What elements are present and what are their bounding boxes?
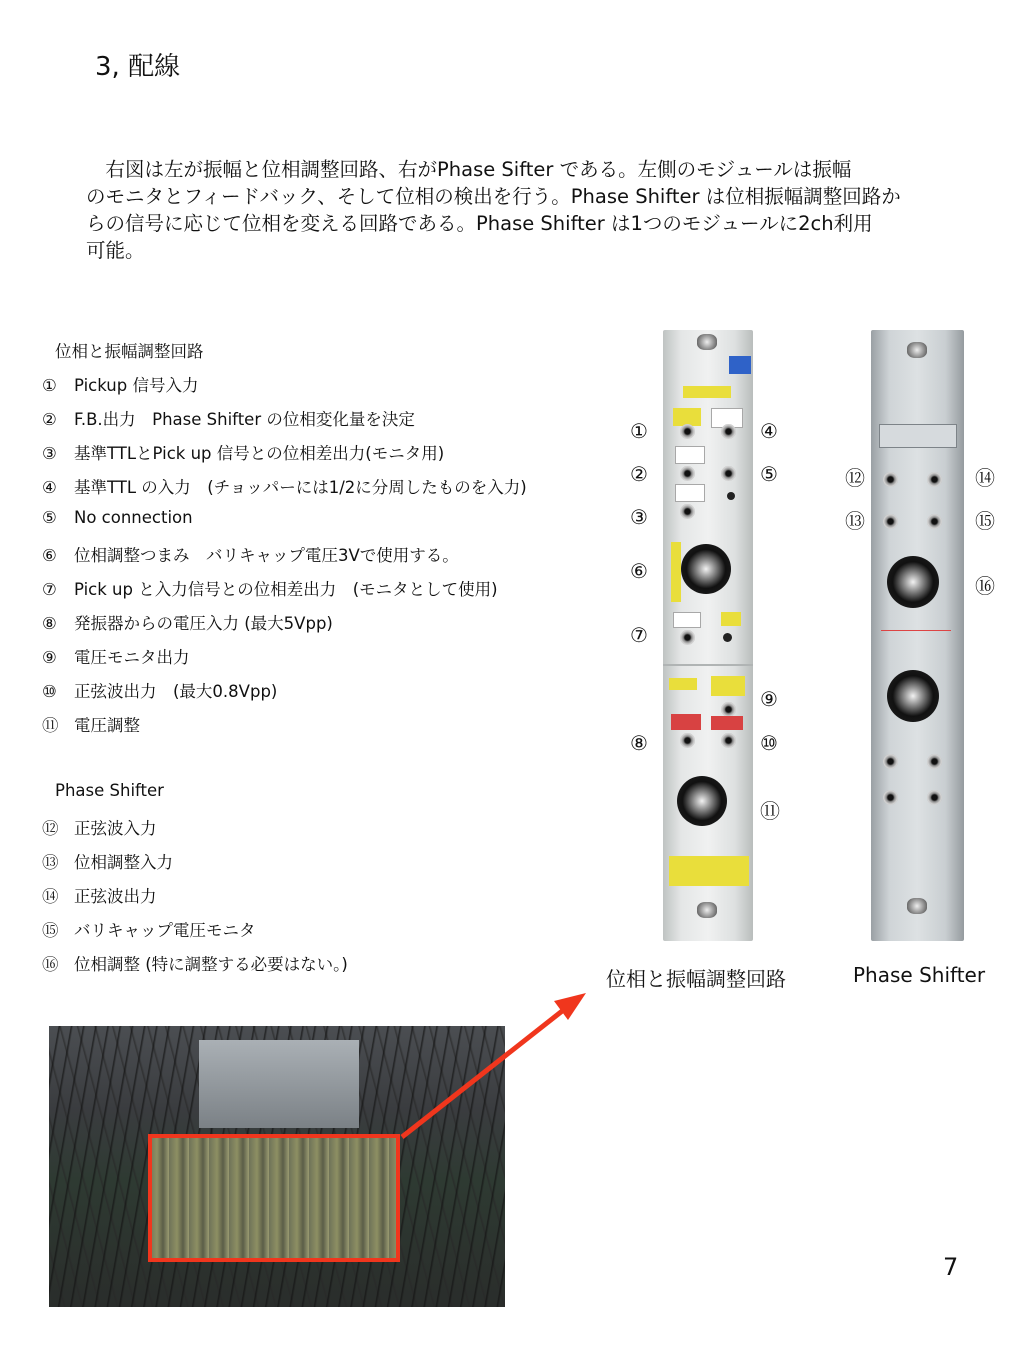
- callout-14: ⑭: [975, 466, 995, 490]
- item-number: ⑩: [42, 682, 57, 701]
- callout-6: ⑥: [630, 559, 648, 583]
- item-text: Pick up と入力信号との位相差出力 (モニタとして使用): [74, 580, 498, 599]
- item-number: ⑪: [42, 716, 59, 735]
- callout-7: ⑦: [630, 623, 648, 647]
- caption-right: Phase Shifter: [853, 963, 986, 987]
- intro-line: らの信号に応じて位相を変える回路である。Phase Shifter は1つのモジュールに2ch利用: [86, 212, 873, 235]
- item-number: ⑨: [42, 648, 57, 667]
- item-number: ⑮: [42, 921, 59, 940]
- slide-title: 3, 配線: [95, 52, 181, 82]
- item-text: 正弦波出力 (最大0.8Vpp): [74, 682, 278, 701]
- item-text: 発振器からの電圧入力 (最大5Vpp): [74, 614, 333, 633]
- item-number: ⑥: [42, 546, 57, 565]
- intro-line: 右図は左が振幅と位相調整回路、右がPhase Sifter である。左側のモジュールは振幅: [86, 158, 852, 181]
- item-text: 電圧モニタ出力: [74, 648, 190, 667]
- item-number: ⑤: [42, 508, 57, 527]
- item-text: 電圧調整: [74, 716, 140, 735]
- item-number: ⑦: [42, 580, 57, 599]
- callout-9: ⑨: [760, 687, 778, 711]
- section1-heading: 位相と振幅調整回路: [55, 342, 204, 361]
- intro-line: 可能。: [86, 239, 145, 262]
- item-number: ④: [42, 478, 57, 497]
- item-number: ②: [42, 410, 57, 429]
- callout-2: ②: [630, 462, 648, 486]
- section2-heading: Phase Shifter: [55, 781, 164, 800]
- callout-15: ⑮: [975, 509, 995, 533]
- item-number: ⑭: [42, 887, 59, 906]
- item-number: ⑯: [42, 955, 59, 974]
- item-text: 基準TTL の入力 (チョッパーには1/2に分周したものを入力): [74, 478, 527, 497]
- item-text: 位相調整入力: [74, 853, 173, 872]
- arrow-shaft: [402, 1008, 566, 1137]
- item-number: ⑬: [42, 853, 59, 872]
- callout-11: ⑪: [760, 799, 780, 823]
- intro-line: のモニタとフィードバック、そして位相の検出を行う。Phase Shifter は位相振幅調整回路か: [86, 185, 901, 208]
- callout-5: ⑤: [760, 462, 778, 486]
- caption-left: 位相と振幅調整回路: [606, 967, 786, 991]
- page-number: 7: [943, 1253, 959, 1281]
- callout-4: ④: [760, 419, 778, 443]
- item-number: ⑧: [42, 614, 57, 633]
- item-text: No connection: [74, 508, 193, 527]
- item-text: 正弦波入力: [74, 819, 157, 838]
- item-text: F.B.出力 Phase Shifter の位相変化量を決定: [74, 410, 415, 429]
- item-text: バリキャップ電圧モニタ: [74, 921, 256, 940]
- item-text: 位相調整 (特に調整する必要はない。): [74, 955, 348, 974]
- item-number: ⑫: [42, 819, 59, 838]
- item-text: Pickup 信号入力: [74, 376, 199, 395]
- callout-1: ①: [630, 419, 648, 443]
- item-number: ①: [42, 376, 57, 395]
- callout-12: ⑫: [845, 466, 865, 490]
- callout-10: ⑩: [760, 731, 778, 755]
- callout-16: ⑯: [975, 574, 995, 598]
- item-text: 位相調整つまみ バリキャップ電圧3Vで使用する。: [74, 546, 459, 565]
- callout-13: ⑬: [845, 509, 865, 533]
- callout-8: ⑧: [630, 731, 648, 755]
- item-text: 正弦波出力: [74, 887, 157, 906]
- callout-3: ③: [630, 505, 648, 529]
- item-text: 基準TTLとPick up 信号との位相差出力(モニタ用): [74, 444, 445, 463]
- item-number: ③: [42, 444, 57, 463]
